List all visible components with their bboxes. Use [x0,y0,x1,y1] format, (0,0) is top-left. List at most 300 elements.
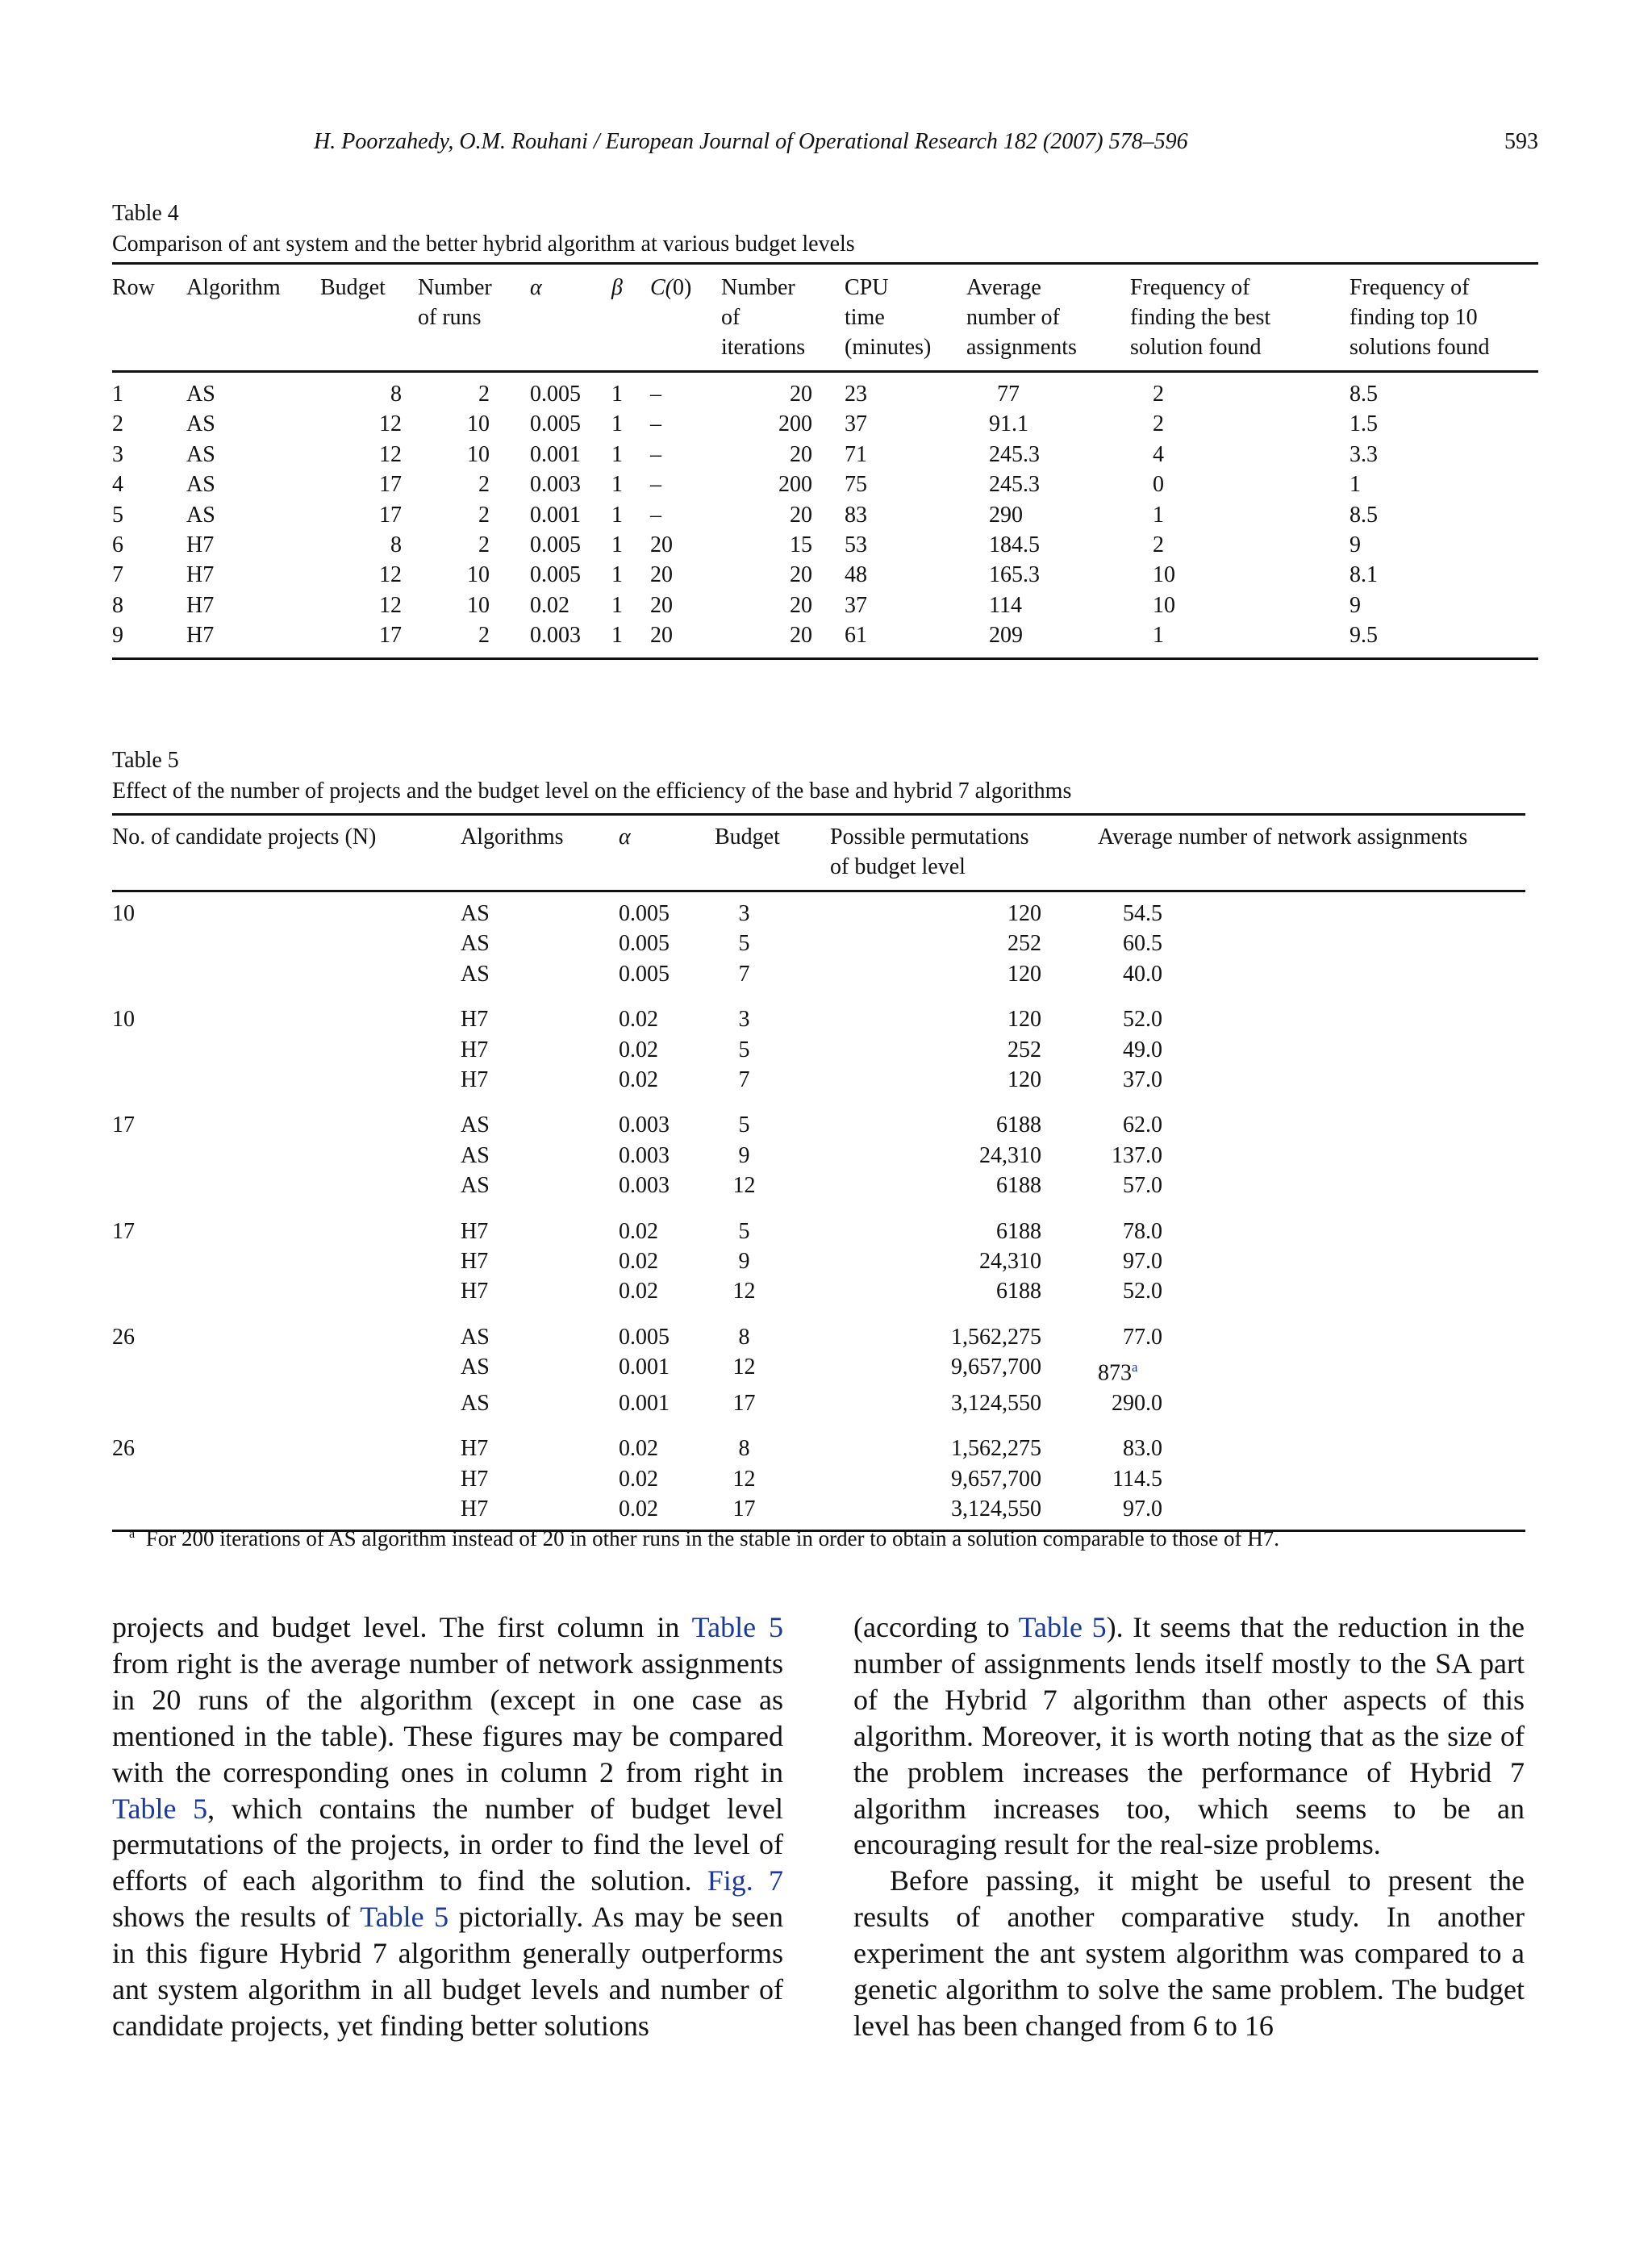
table-cell: AS [461,1324,490,1350]
table-cell: 52.0 [1123,1279,1162,1304]
table4-col-header-label: Row [112,275,155,300]
table-row [112,1418,1525,1463]
table-cell: 8.5 [1350,382,1378,407]
table5-title: Effect of the number of projects and the budget level on the efficiency of the base and hybrid 7 algorithms [112,778,1072,804]
table-cell: 17 [379,502,402,528]
table-cell: 9 [738,1142,750,1168]
table5-col-header-label: α [619,824,631,849]
table-cell: H7 [461,1466,489,1492]
table-cell: 1 [112,382,123,407]
table-cell: H7 [461,1218,489,1244]
table-cell: 37 [845,592,867,618]
table-cell: 0.001 [619,1354,670,1380]
table4-col-header-label: Frequency of finding top 10 solutions found [1350,275,1490,360]
table-cell: 17 [112,1112,135,1138]
cross-reference-link[interactable]: Table 5 [1018,1611,1107,1643]
body-text: pictorially. As may be seen in this figure Hybrid 7 algorithm generally outperforms ant system algorithm in all budget levels and number of candidate projects, yet finding better solutions [112,1901,784,2042]
table-cell: 20 [650,532,673,558]
table-cell [112,1141,461,1171]
table-cell: 12 [732,1279,756,1304]
table-cell: AS [186,441,215,467]
table-cell: 0.005 [619,901,670,926]
table-row [112,1352,1525,1388]
table-cell: 0.02 [530,592,569,618]
body-text: ). It seems that the reduction in the number of assignments lends itself mostly to the SA part of the Hybrid 7 algorithm than other aspects of this algorithm. Moreover, it is worth noting that as the size of the problem increases the performance of Hybrid 7 algorithm increases too, which seems to be an encouraging result for the real-size problems. [853,1611,1525,1861]
table-cell: 6188 [996,1279,1041,1304]
table-cell: 7 [112,562,123,588]
table-cell: 120 [1007,1067,1041,1093]
body-column-left [112,1609,783,2044]
table-row [112,1388,1525,1418]
table5-header-row [112,815,1525,891]
table-cell: 2 [478,532,490,558]
table-cell: 71 [845,441,867,467]
table-cell: 9 [738,1249,750,1275]
table5-col-header-label: Average number of network assignments [1098,824,1468,849]
table-cell: 4 [1153,441,1164,467]
table-cell: 9,657,700 [951,1466,1041,1492]
table-cell [112,1494,461,1530]
table-cell: 0.005 [530,411,581,437]
table-cell: 5 [738,1112,750,1138]
table-cell [112,1246,461,1276]
table-cell: 0 [1153,472,1164,498]
table5-footnote [129,1526,1279,1551]
table-cell: 200 [778,472,812,498]
table-cell: 0.02 [619,1218,658,1244]
table-cell: 20 [650,592,673,618]
table-cell: 0.005 [530,532,581,558]
table-row [112,372,1538,410]
table-row [112,1494,1525,1530]
table-cell: 78.0 [1123,1218,1162,1244]
table-cell: 12 [379,441,402,467]
table4-col-header [112,264,186,372]
table-cell: 60.5 [1123,931,1162,957]
table-cell: H7 [461,1067,489,1093]
table-cell: 24,310 [979,1142,1041,1168]
body-text: shows the results of [112,1901,361,1934]
table4-caption [112,198,855,260]
table4-header-row [112,264,1538,372]
table-cell: 8.5 [1350,502,1378,528]
table-cell: 137.0 [1112,1142,1162,1168]
table-cell: 2 [478,472,490,498]
table-cell: AS [186,382,215,407]
body-column-right [853,1609,1525,2044]
table-cell: 2 [1153,532,1164,558]
table-cell: 0.005 [619,1324,670,1350]
table-cell: AS [461,1354,490,1380]
table-row [112,591,1538,620]
table-cell: 120 [1007,961,1041,987]
table-cell: 1 [611,502,623,528]
table-cell: AS [461,961,490,987]
table-cell: 7 [738,961,750,987]
table-cell: 8 [390,532,402,558]
table5-col-header [619,815,715,891]
table4-col-header [1130,264,1350,372]
table-cell: 1 [611,623,623,649]
table-cell: 62.0 [1123,1112,1162,1138]
table-cell: 0.005 [619,961,670,987]
table-cell: 3.3 [1350,441,1378,467]
table-cell: – [650,382,661,407]
left-column-paragraph [112,1609,783,2044]
table4-col-header-label: Number of runs [418,275,492,330]
table-cell: 0.005 [619,931,670,957]
table-cell: H7 [186,532,215,558]
table-cell: AS [461,1391,490,1417]
table-cell: 10 [467,592,490,618]
table-cell: 1 [611,441,623,467]
table-cell: 17 [379,472,402,498]
table-cell: 3 [112,441,123,467]
table-cell: – [650,472,661,498]
table-cell: 120 [1007,901,1041,926]
table5 [112,813,1525,1532]
table4-col-header-label: Algorithm [186,275,281,300]
table-row [112,1095,1525,1140]
cross-reference-link[interactable]: Table 5 [112,1792,208,1825]
table-row [112,1035,1525,1065]
body-text: Before passing, it might be useful to present the results of another comparative study. In another experiment the ant system algorithm was compared to a genetic algorithm to solve the same problem. The budget level has been changed from 6 to 16 [853,1864,1525,2042]
table-cell: 17 [112,1218,135,1244]
table-cell: 290 [989,502,1023,528]
table5-col-header-label: Algorithms [461,824,564,849]
table-cell: AS [186,472,215,498]
table-cell: 37 [845,411,867,437]
table-cell: 245.3 [989,441,1040,467]
table-cell: 0.003 [530,623,581,649]
table-cell: 0.02 [619,1037,658,1062]
table-row [112,1065,1525,1095]
table5-label: Table 5 [112,748,179,773]
table-cell: 5 [738,1037,750,1062]
table-cell [112,959,461,989]
table-cell: 3 [738,1007,750,1033]
table-cell: 0.02 [619,1436,658,1462]
table-cell: 17 [732,1391,756,1417]
table-cell: 0.02 [619,1466,658,1492]
table-cell: 9 [112,623,123,649]
table-cell: AS [461,1112,490,1138]
table-cell: 83.0 [1123,1436,1162,1462]
table-cell: 1 [611,562,623,588]
table-cell: 9 [1350,592,1361,618]
table-cell: 5 [738,1218,750,1244]
table-cell: 114 [989,592,1022,618]
table-cell: 2 [1153,411,1164,437]
table-cell: 20 [790,592,812,618]
table-cell: 7 [738,1067,750,1093]
table-cell [112,929,461,958]
table-row [112,1246,1525,1276]
table-cell: 114.5 [1112,1466,1162,1492]
table4-col-header-label: CPU time (minutes) [845,275,932,360]
table-cell: 10 [1153,592,1175,618]
table-row [112,891,1525,929]
table-cell: 75 [845,472,867,498]
table-cell: 2 [478,382,490,407]
table-cell: 0.003 [619,1112,670,1138]
table-cell: 1 [1153,623,1164,649]
table-cell: 97.0 [1123,1249,1162,1275]
table4-col-header-label: α [530,275,542,300]
table-cell: – [650,411,661,437]
table-cell: – [650,441,661,467]
table-cell: 17 [379,623,402,649]
table-cell: 12 [732,1466,756,1492]
body-text: projects and budget level. The first column in [112,1611,692,1643]
table-cell: AS [461,1173,490,1199]
table4-col-header [530,264,611,372]
table-cell: 24,310 [979,1249,1041,1275]
table5-col-header [715,815,830,891]
table-cell: 3,124,550 [951,1496,1041,1522]
table-cell: 1,562,275 [951,1324,1041,1350]
table5-col-header-label: No. of candidate projects (N) [112,824,377,849]
table-cell: 2 [478,502,490,528]
table-cell: 1 [611,592,623,618]
table-cell: 20 [790,441,812,467]
table-cell [112,1171,461,1200]
table-cell: 165.3 [989,562,1040,588]
table-cell: 1 [611,472,623,498]
table-cell: 12 [732,1173,756,1199]
table-row [112,929,1525,958]
table-cell: 0.02 [619,1007,658,1033]
table4-col-header-label: C(0) [650,275,692,300]
table-cell: 20 [790,623,812,649]
right-column-paragraph [853,1609,1525,1863]
table-cell: 12 [379,592,402,618]
table-cell: 252 [1007,1037,1041,1062]
table-cell: 3,124,550 [951,1391,1041,1417]
table4-col-header [650,264,721,372]
table-cell: 20 [790,382,812,407]
cross-reference-link[interactable]: Table 5 [360,1901,449,1934]
table-cell [112,1035,461,1065]
table-cell: 20 [650,562,673,588]
body-text: , which contains the number of budget level permutations of the projects, in order to find the level of efforts of each algorithm to find the solution. [112,1792,784,1897]
table-cell: 26 [112,1324,135,1350]
table-row [112,620,1538,658]
table-cell: 0.001 [530,502,581,528]
table-cell: 10 [467,562,490,588]
table-cell: 10 [112,901,135,926]
table-row [112,470,1538,499]
table-cell: 0.001 [619,1391,670,1417]
table-cell: 52.0 [1123,1007,1162,1033]
table-cell: H7 [186,562,215,588]
table-cell: 1,562,275 [951,1436,1041,1462]
table-cell: H7 [461,1249,489,1275]
table-row [112,1307,1525,1352]
table-cell: 97.0 [1123,1496,1162,1522]
footnote-ref[interactable]: a [1132,1359,1138,1375]
table-cell: 49.0 [1123,1037,1162,1062]
table-cell: 8 [738,1436,750,1462]
table-cell: 57.0 [1123,1173,1162,1199]
table-cell: H7 [186,592,215,618]
table-cell: H7 [461,1037,489,1062]
footnote-mark: a [129,1526,136,1541]
body-text: from right is the average number of network assignments in 20 runs of the algorithm (except in one case as mentioned in the table). These figures may be compared with the corresponding ones in column 2 from right in [112,1647,783,1789]
table-cell: 26 [112,1436,135,1462]
table-cell: 12 [732,1354,756,1380]
table-cell: 53 [845,532,867,558]
table-cell: 1 [611,532,623,558]
table-cell: 184.5 [989,532,1040,558]
table-cell: 1 [611,382,623,407]
table-cell: 10 [112,1007,135,1033]
table-cell: 0.02 [619,1249,658,1275]
table-cell: H7 [186,623,215,649]
table-cell: H7 [461,1279,489,1304]
table-cell: 8 [112,592,123,618]
table4-col-header [1350,264,1538,372]
table-row [112,1201,1525,1246]
table-row [112,1171,1525,1200]
table-cell: 245.3 [989,472,1040,498]
table-cell: AS [186,502,215,528]
table-cell: 12 [379,562,402,588]
table5-caption [112,745,1071,807]
table-cell: 20 [790,502,812,528]
table-cell: 0.005 [530,382,581,407]
table-row [112,560,1538,590]
table-row [112,1464,1525,1494]
table-cell: 1 [611,411,623,437]
table-cell: AS [461,901,490,926]
table-cell: 200 [778,411,812,437]
table-cell: 290.0 [1112,1391,1162,1417]
table-cell: 6 [112,532,123,558]
table-cell: 8.1 [1350,562,1378,588]
cross-reference-link[interactable]: Fig. 7 [707,1864,783,1897]
table4-col-header [611,264,650,372]
table-cell: 4 [112,472,123,498]
table4-col-header [845,264,966,372]
table-cell: 20 [790,562,812,588]
table-cell: 10 [467,411,490,437]
table4-col-header-label: β [611,275,623,300]
table5-col-header [112,815,461,891]
table-cell: 6188 [996,1112,1041,1138]
table-cell: 15 [790,532,812,558]
table4-col-header [966,264,1130,372]
table-cell: 3 [738,901,750,926]
table4-col-header-label: Budget [320,275,386,300]
table-row [112,530,1538,560]
table-cell: 6188 [996,1218,1041,1244]
table-cell: 48 [845,562,867,588]
page-number: 593 [1504,129,1538,154]
table-cell: 0.02 [619,1496,658,1522]
table5-col-header-label: Budget [715,824,780,849]
table-cell: 9,657,700 [951,1354,1041,1380]
table-cell: 1 [1350,472,1361,498]
table4-col-header [418,264,530,372]
journal-citation: H. Poorzahedy, O.M. Rouhani / European Journal of Operational Research 182 (2007) 578–596 [314,129,1188,154]
table-row [112,989,1525,1034]
table-cell: 0.02 [619,1279,658,1304]
table-cell: 20 [650,623,673,649]
table-cell: 1.5 [1350,411,1378,437]
table-cell: 0.003 [530,472,581,498]
table-cell: 83 [845,502,867,528]
cross-reference-link[interactable]: Table 5 [691,1611,783,1643]
table-cell: 10 [1153,562,1175,588]
table-cell: 5 [738,931,750,957]
table-cell: 77 [997,382,1020,407]
table-row [112,500,1538,530]
table-cell: 77.0 [1123,1324,1162,1350]
table5-col-header [830,815,1098,891]
table-cell: 2 [1153,382,1164,407]
table-cell: 5 [112,502,123,528]
table-cell: 23 [845,382,867,407]
table-cell: 61 [845,623,867,649]
table-cell: H7 [461,1496,489,1522]
table-cell: AS [461,1142,490,1168]
table-cell: 6188 [996,1173,1041,1199]
table-cell: 252 [1007,931,1041,957]
table-cell: – [650,502,661,528]
table-cell: 8 [390,382,402,407]
table-cell: 9 [1350,532,1361,558]
table-row [112,1276,1525,1306]
table-cell: H7 [461,1007,489,1033]
table-cell: AS [461,931,490,957]
table5-col-header-label: Possible permutations of budget level [830,824,1029,879]
table4-col-header-label: Number of iterations [721,275,806,360]
table-cell: 873$^a$ [1098,1359,1138,1386]
table-cell: 1 [1153,502,1164,528]
table-cell: 9.5 [1350,623,1378,649]
table-cell: H7 [461,1436,489,1462]
table-cell: 8 [738,1324,750,1350]
body-text: (according to [853,1611,1019,1643]
table-cell: 0.02 [619,1067,658,1093]
table-row [112,440,1538,470]
table-row [112,959,1525,989]
table-cell: 0.001 [530,441,581,467]
table-cell: 0.005 [530,562,581,588]
table-cell [112,1464,461,1494]
table-cell: 0.003 [619,1142,670,1168]
table4-col-header-label: Average number of assignments [966,275,1077,360]
table-cell: 12 [379,411,402,437]
table5-col-header [1098,815,1525,891]
table-cell: 37.0 [1123,1067,1162,1093]
table5-col-header [461,815,619,891]
table-cell: 209 [989,623,1023,649]
table-cell: 10 [467,441,490,467]
table4-label: Table 4 [112,201,179,226]
table4-col-header [320,264,418,372]
table-cell: AS [186,411,215,437]
table-cell [112,1065,461,1095]
table4-col-header-label: Frequency of finding the best solution found [1130,275,1271,360]
table-cell: 54.5 [1123,901,1162,926]
table4 [112,262,1538,660]
table-cell [112,1276,461,1306]
table-row [112,409,1538,439]
table4-col-header [721,264,845,372]
table-cell [112,1388,461,1418]
